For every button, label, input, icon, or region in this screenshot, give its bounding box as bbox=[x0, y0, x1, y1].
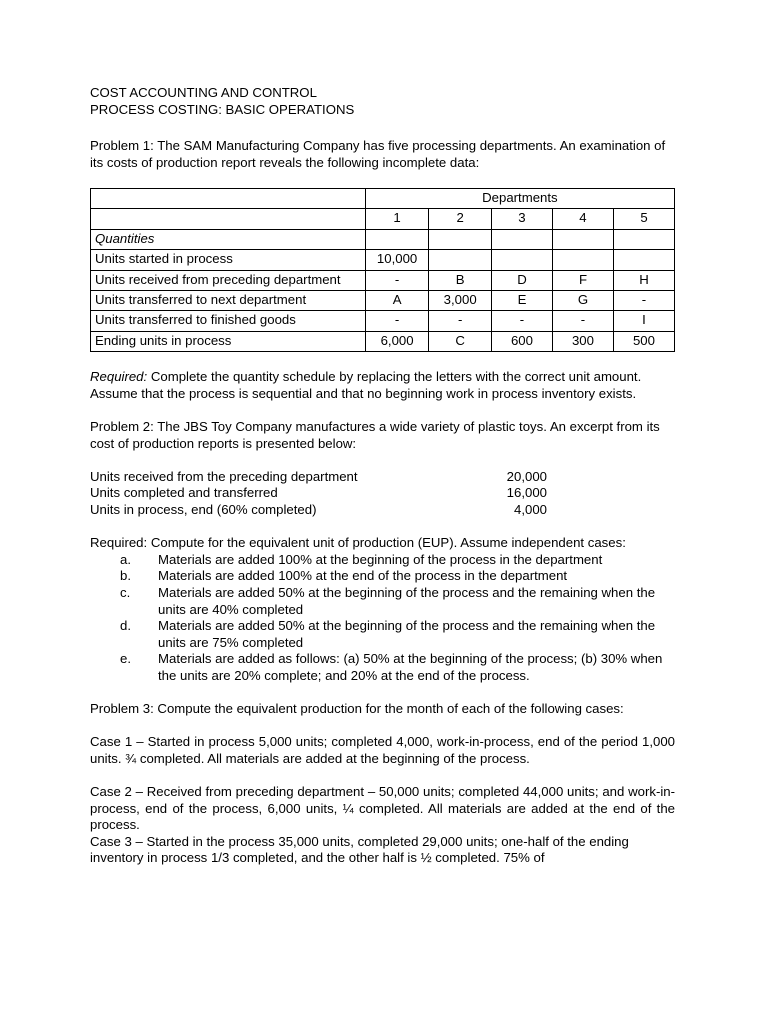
list-item-text: Materials are added 100% at the beginning of the process in the department bbox=[158, 551, 603, 567]
problem3-intro: Problem 3: Compute the equivalent production for the month of each of the following cases: bbox=[90, 701, 624, 717]
list-item-text: Materials are added as follows: (a) 50% at the beginning of the process; (b) 30% when the units are 20% complete; and 20% at the end of the process. bbox=[158, 651, 663, 683]
header-line-2: PROCESS COSTING: BASIC OPERATIONS bbox=[90, 101, 355, 117]
figure-row bbox=[90, 469, 675, 486]
table-cell: - bbox=[365, 311, 429, 331]
problem3-case-1: Case 1 – Started in process 5,000 units; completed 4,000, work-in-process, end of the period 1,000 units. ¾ completed. All materials are added at the beginning of the process. bbox=[90, 734, 675, 766]
table-cell bbox=[491, 250, 552, 270]
document-body bbox=[90, 85, 675, 867]
problem1-intro: Problem 1: The SAM Manufacturing Company has five processing departments. An examination of its costs of production report reveals the following incomplete data: bbox=[90, 138, 666, 170]
table-row bbox=[91, 291, 675, 311]
problem2-intro: Problem 2: The JBS Toy Company manufactures a wide variety of plastic toys. An excerpt from its cost of production reports is presented below: bbox=[90, 419, 660, 451]
table-header-dept-5: 5 bbox=[613, 209, 674, 229]
table-cell: 500 bbox=[613, 331, 674, 351]
table-cell: - bbox=[365, 270, 429, 290]
quantity-schedule-table bbox=[90, 188, 675, 352]
table-cell: - bbox=[613, 291, 674, 311]
list-item-text: Materials are added 50% at the beginning of the process and the remaining when the units are 40% completed bbox=[158, 584, 656, 617]
problem2-required: Required: Compute for the equivalent unit of production (EUP). Assume independent cases: bbox=[90, 535, 626, 551]
figure-label: Units in process, end (60% completed) bbox=[90, 501, 317, 517]
table-header-dept-2: 2 bbox=[429, 209, 492, 229]
list-item bbox=[120, 584, 675, 618]
problem2-figures bbox=[90, 469, 675, 519]
table-row-section-quantities bbox=[91, 229, 675, 249]
header-line-1: COST ACCOUNTING AND CONTROL bbox=[90, 85, 317, 100]
cell-corner-blank bbox=[91, 188, 366, 208]
table-cell: - bbox=[491, 311, 552, 331]
table-section-label: Quantities bbox=[91, 229, 366, 249]
table-cell bbox=[613, 250, 674, 270]
list-item-text: Materials are added 100% at the end of the process in the department bbox=[158, 568, 568, 584]
table-cell: B bbox=[429, 270, 492, 290]
table-row bbox=[91, 331, 675, 351]
table-cell: I bbox=[613, 311, 674, 331]
table-cell: D bbox=[491, 270, 552, 290]
table-row-label: Units transferred to next department bbox=[91, 291, 366, 311]
table-header-dept-3: 3 bbox=[491, 209, 552, 229]
problem3-case-2: Case 2 – Received from preceding department – 50,000 units; completed 44,000 units; and work-in-process, end of the process, 6,000 units, ¼ completed. All materials are added at the end of the process. bbox=[90, 784, 675, 833]
table-cell: 10,000 bbox=[365, 250, 429, 270]
table-cell: A bbox=[365, 291, 429, 311]
table-header-dept-1: 1 bbox=[365, 209, 429, 229]
list-item-marker: d. bbox=[120, 618, 131, 634]
table-cell: C bbox=[429, 331, 492, 351]
list-item-marker: e. bbox=[120, 651, 131, 667]
list-item-marker: c. bbox=[120, 584, 131, 600]
document-header bbox=[90, 85, 675, 118]
table-cell bbox=[429, 250, 492, 270]
list-item bbox=[120, 651, 675, 684]
table-row bbox=[91, 250, 675, 270]
table-cell: F bbox=[552, 270, 613, 290]
table-row-label: Units transferred to finished goods bbox=[91, 311, 366, 331]
table-header-departments: Departments bbox=[365, 188, 674, 208]
figure-label: Units received from the preceding department bbox=[90, 468, 358, 484]
required-text: Complete the quantity schedule by replacing the letters with the correct unit amount. Assume that the process is sequential and that no beginning work in process inventory exists. bbox=[90, 369, 642, 401]
list-item bbox=[120, 568, 675, 585]
table-cell: 600 bbox=[491, 331, 552, 351]
table-cell: - bbox=[429, 311, 492, 331]
table-cell-blank-1-3 bbox=[491, 229, 552, 249]
table-row-label: Ending units in process bbox=[91, 331, 366, 351]
table-header-dept-4: 4 bbox=[552, 209, 613, 229]
list-item-marker: a. bbox=[120, 551, 131, 567]
table-row-group-header bbox=[91, 188, 675, 208]
figure-row bbox=[90, 485, 675, 502]
table-cell: 6,000 bbox=[365, 331, 429, 351]
problem1-required bbox=[90, 369, 675, 402]
table-cell: E bbox=[491, 291, 552, 311]
table-row bbox=[91, 270, 675, 290]
figure-label: Units completed and transferred bbox=[90, 485, 278, 501]
table-cell bbox=[552, 250, 613, 270]
table-row-label: Units received from preceding department bbox=[91, 270, 366, 290]
problem3-case-3: Case 3 – Started in the process 35,000 units, completed 29,000 units; one-half of the ending inventory in process 1/3 completed, and the other half is ½ completed. 75% of bbox=[90, 833, 629, 866]
problem2-case-list bbox=[90, 552, 675, 685]
list-item bbox=[120, 551, 675, 569]
table-cell: - bbox=[552, 311, 613, 331]
required-label: Required: bbox=[90, 369, 148, 385]
table-cell: G bbox=[552, 291, 613, 311]
cell-corner-blank-2 bbox=[91, 209, 366, 229]
list-item-marker: b. bbox=[120, 568, 131, 584]
table-cell: 300 bbox=[552, 331, 613, 351]
list-item bbox=[120, 618, 675, 651]
table-row bbox=[91, 311, 675, 331]
figure-value: 4,000 bbox=[513, 501, 547, 517]
list-item-text: Materials are added 50% at the beginning of the process and the remaining when the units are 75% completed bbox=[158, 618, 656, 650]
table-cell-blank-1-2 bbox=[429, 229, 492, 249]
table-row-label: Units started in process bbox=[91, 250, 366, 270]
table-cell-blank-1-4 bbox=[552, 229, 613, 249]
figure-value: 20,000 bbox=[506, 468, 547, 484]
table-cell-blank-1-5 bbox=[613, 229, 674, 249]
table-cell: 3,000 bbox=[429, 291, 492, 311]
table-row-column-headers bbox=[91, 209, 675, 229]
table-cell: H bbox=[613, 270, 674, 290]
table-cell-blank-1-1 bbox=[365, 229, 429, 249]
figure-value: 16,000 bbox=[506, 485, 547, 501]
figure-row bbox=[90, 502, 675, 519]
